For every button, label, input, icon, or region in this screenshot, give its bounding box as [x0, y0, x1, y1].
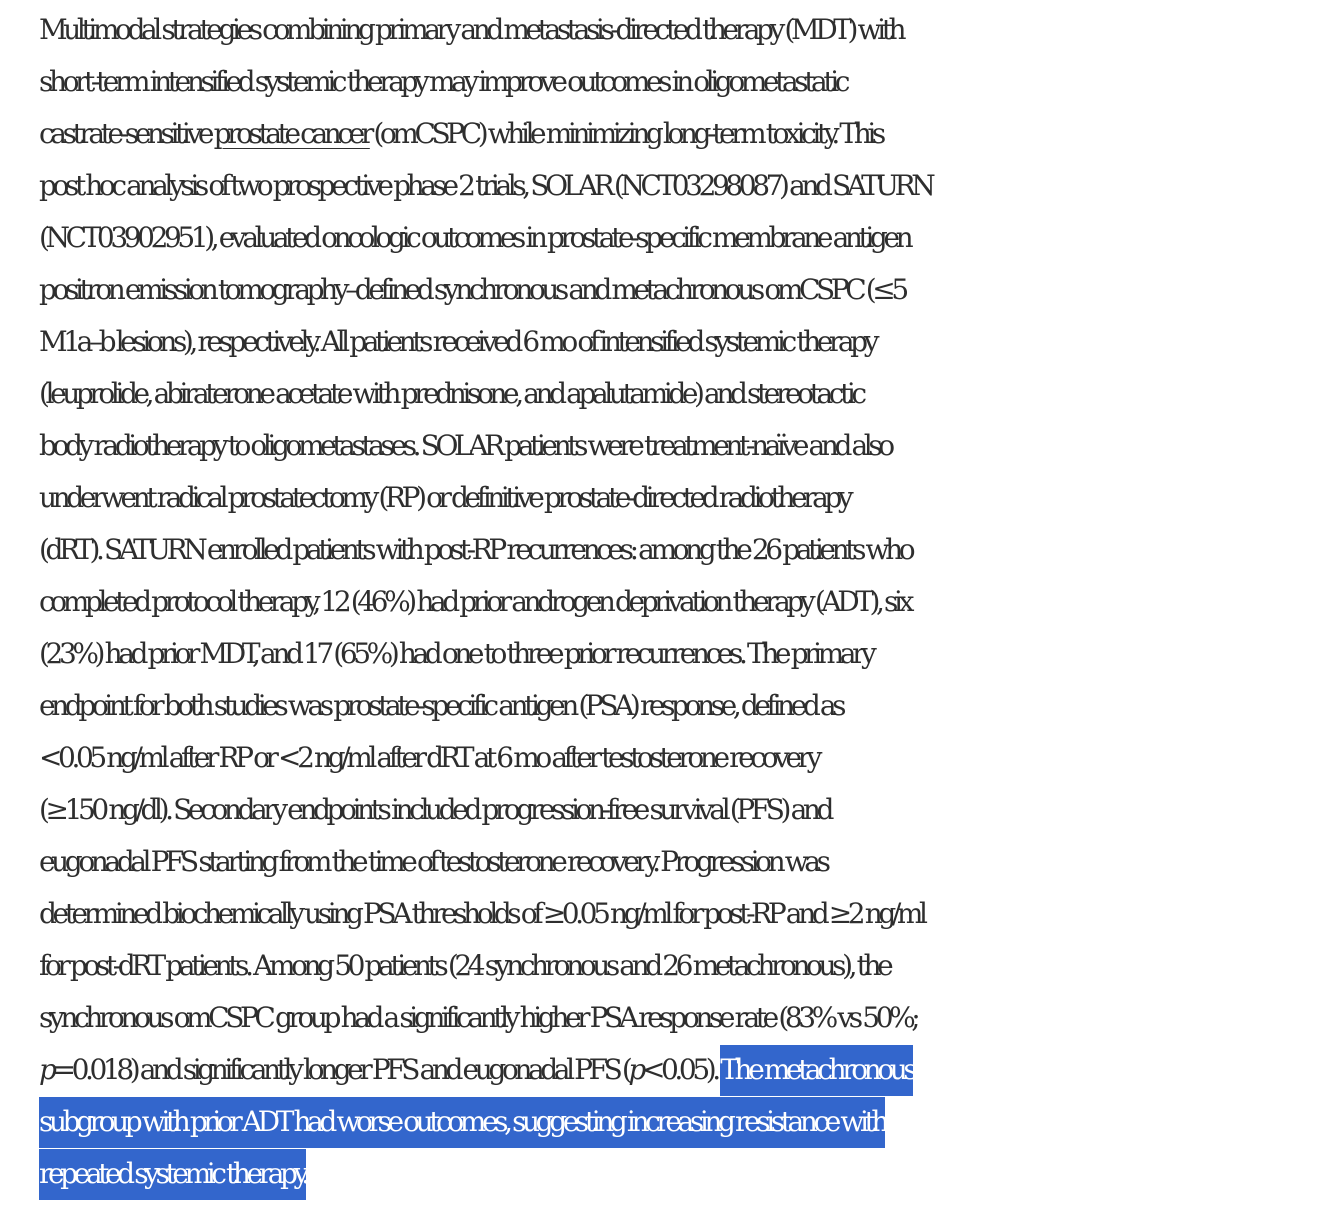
- abstract-line: post hoc analysis of two prospective phase 2 trials, SOLAR (NCT03298087) and SATURN: [39, 169, 932, 202]
- text-segment: (omCSPC) while minimizing long-term toxicity. This: [369, 117, 882, 150]
- abstract-line: for post-dRT patients. Among 50 patients (24 synchronous and 26 metachronous), the: [39, 949, 890, 982]
- abstract-line: [39, 108, 1337, 160]
- abstract-line: (NCT03902951), evaluated oncologic outcomes in prostate-specific membrane antigen: [39, 221, 910, 254]
- abstract-line: [39, 1096, 1337, 1148]
- abstract-line: underwent radical prostatectomy (RP) or definitive prostate-directed radiotherapy: [39, 481, 850, 514]
- abstract-line: (23%) had prior MDT, and 17 (65%) had one to three prior recurrences. The primary: [39, 637, 873, 670]
- p-value-symbol: p: [628, 1053, 642, 1086]
- abstract-line: positron emission tomography–defined synchronous and metachronous omCSPC (≤5: [39, 273, 905, 306]
- abstract-line: [39, 1044, 1337, 1096]
- abstract-line: (≥150 ng/dl). Secondary endpoints included progression-free survival (PFS) and: [39, 793, 831, 826]
- abstract-line: endpoint for both studies was prostate-specific antigen (PSA) response, defined as: [39, 689, 843, 722]
- selected-text[interactable]: subgroup with prior ADT had worse outcomes, suggesting increasing resistance with: [39, 1097, 885, 1148]
- text-segment: =0.018) and significantly longer PFS and eugonadal PFS (: [52, 1053, 629, 1086]
- selected-text[interactable]: repeated systemic therapy.: [39, 1149, 306, 1200]
- abstract-line: M1a–b lesions), respectively. All patients received 6 mo of intensified systemic therapy: [39, 325, 876, 358]
- abstract-line: <0.05 ng/ml after RP or <2 ng/ml after dRT at 6 mo after testosterone recovery: [39, 741, 819, 774]
- p-value-symbol: p: [39, 1053, 53, 1086]
- abstract-line: short-term intensified systemic therapy may improve outcomes in oligometastatic: [39, 65, 847, 98]
- abstract-line: determined biochemically using PSA thresholds of ≥0.05 ng/ml for post-RP and ≥2 ng/ml: [39, 897, 924, 930]
- abstract-line: completed protocol therapy, 12 (46%) had prior androgen deprivation therapy (ADT), six: [39, 585, 910, 618]
- abstract-line: body radiotherapy to oligometastases. SOLAR patients were treatment-naïve and also: [39, 429, 891, 462]
- abstract-line: Multimodal strategies combining primary and metastasis-directed therapy (MDT) with: [39, 13, 903, 46]
- abstract-body: [39, 4, 1337, 1200]
- abstract-line: (leuprolide, abiraterone acetate with prednisone, and apalutamide) and stereotactic: [39, 377, 863, 410]
- text-segment: <0.05).: [641, 1053, 721, 1086]
- abstract-line: synchronous omCSPC group had a significantly higher PSA response rate (83% vs 50%;: [39, 1001, 917, 1034]
- abstract-line: [39, 1148, 1337, 1200]
- prostate-cancer-link[interactable]: prostate cancer: [213, 117, 370, 150]
- selected-text[interactable]: The metachronous: [720, 1045, 913, 1096]
- abstract-line: eugonadal PFS starting from the time of testosterone recovery. Progression was: [39, 845, 827, 878]
- abstract-line: (dRT). SATURN enrolled patients with post-RP recurrences: among the 26 patients who: [39, 533, 912, 566]
- text-segment: castrate-sensitive: [39, 117, 214, 150]
